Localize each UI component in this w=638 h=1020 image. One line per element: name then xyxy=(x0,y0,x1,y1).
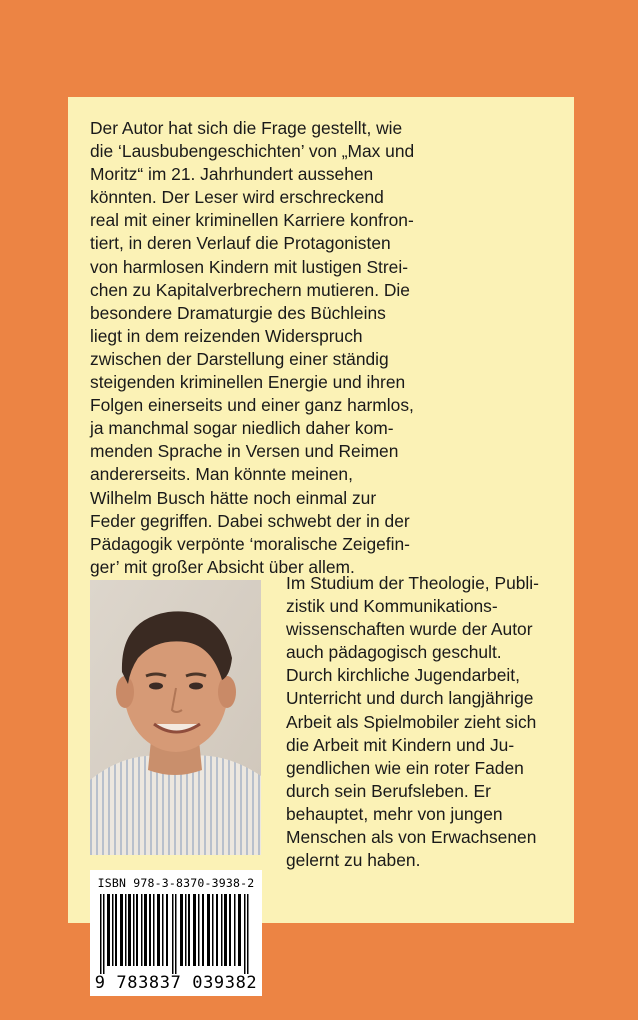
isbn-barcode xyxy=(90,870,262,996)
author-bio: Im Studium der Theologie, Publi- zistik und Kommunikations- wissenschaften wurde der Autor auch pädagogisch geschult. Durch kirchliche Jugendarbeit, Unterricht und durch langjährige Arbeit als Spielmobiler zieht sich die Arbeit mit Kindern und Ju- gendlichen wie ein roter Faden durch sein Berufsleben. Er behauptet, mehr von jungen Menschen als von Erwachsenen gelernt zu haben. xyxy=(286,573,539,871)
back-cover-panel xyxy=(68,97,574,923)
barcode-bars xyxy=(96,894,256,974)
isbn-label: ISBN 978-3-8370-3938-2 xyxy=(97,876,255,890)
ean-digits: 9 783837 039382 xyxy=(94,973,258,993)
book-blurb: Der Autor hat sich die Frage gestellt, wie die ‘Lausbubengeschichten’ von „Max und Moritz“ im 21. Jahrhundert aussehen könnten. Der Leser wird erschreckend real mit einer kriminellen Karriere konfron- tiert, in deren Verlauf die Protagonisten von harmlosen Kindern mit lustigen Strei- chen zu Kapitalverbrechern mutieren. Die besondere Dramaturgie des Büchleins liegt in dem reizenden Widerspruch zwischen der Darstellung einer ständig steigenden kriminellen Energie und ihren Folgen einerseits und einer ganz harmlos, ja manchmal sogar niedlich daher kom- menden Sprache in Versen und Reimen andererseits. Man könnte meinen, Wilhelm Busch hätte noch einmal zur Feder gegriffen. Dabei schwebt der in der Pädagogik verpönte ‘moralische Zeigefin- ger’ mit großer Absicht über allem. xyxy=(90,118,415,577)
author-photo xyxy=(90,580,261,855)
